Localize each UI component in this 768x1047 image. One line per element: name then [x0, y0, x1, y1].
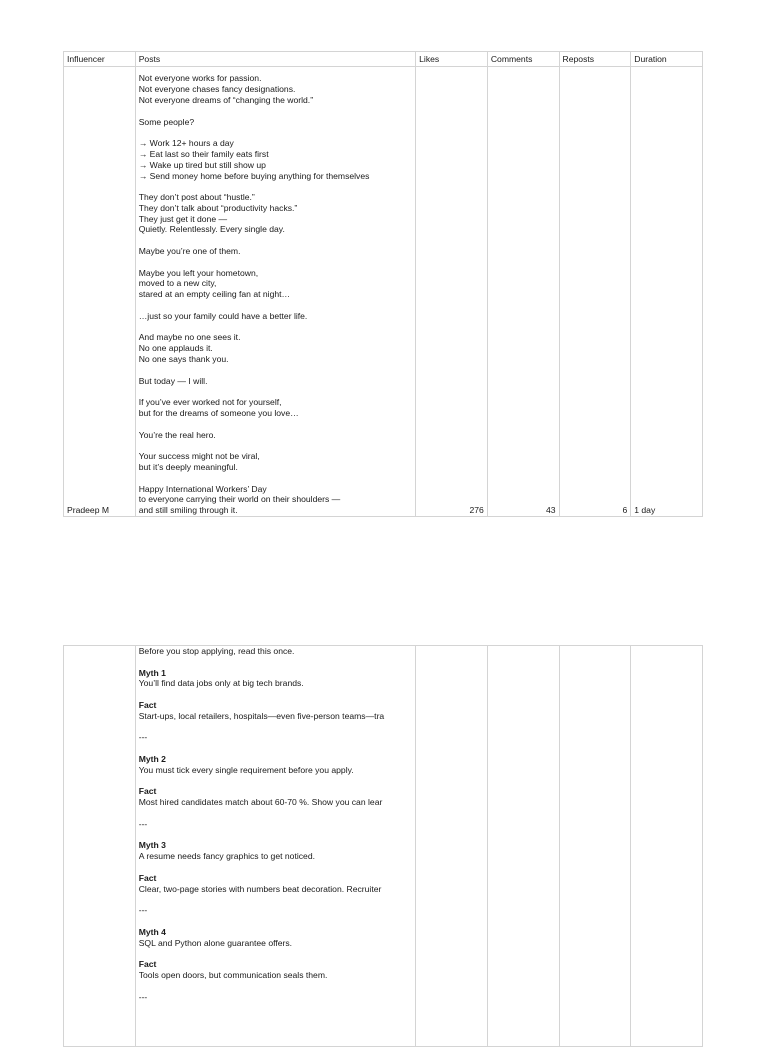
post-cell: Not everyone works for passion. Not everyone chases fancy designations. Not everyone dreams of “changing the world.” Some people? → Work 12+ hours a day → Eat last so their family eats first → Wake up tired but still show up → Send money home before buying anything for themselves They don’t post about “hustle.” They don’t talk about “productivity hacks.” They just get it done — Quietly. Relentlessly. Every single day. Maybe you’re one of them. Maybe you left your hometown, moved to a new city, stared at an empty ceiling fan at night… …just so your family could have a better life. And maybe no one sees it. No one applauds it. No one says thank you. But today — I will. If you’ve ever worked not for yourself, but for the dreams of someone you love… You’re the real hero. Your success might not be viral, but it’s deeply meaningful. Happy International Workers’ Day to everyone carrying their world on their shoulders — and still smiling through it.	[135, 67, 415, 517]
myth-text: SQL and Python alone guarantee offers.	[138, 937, 293, 948]
separator: ---	[138, 818, 148, 829]
separator: ---	[138, 991, 148, 1002]
reposts-cell: 6	[559, 67, 631, 517]
table-row	[64, 646, 703, 1047]
duration-cell: 1 day	[631, 67, 703, 517]
header-likes: Likes	[416, 52, 488, 67]
myth-text: You must tick every single requirement before you apply.	[138, 764, 354, 775]
myth-heading: Myth 4	[138, 926, 166, 937]
myth-heading: Myth 2	[138, 753, 166, 764]
fact-heading: Fact	[138, 786, 157, 797]
comments-cell	[487, 646, 559, 1047]
fact-text: Clear, two-page stories with numbers beat decoration. Recruiter	[138, 883, 382, 894]
myth-text: A resume needs fancy graphics to get noticed.	[138, 851, 315, 862]
influencer-cell: Pradeep M	[64, 67, 136, 517]
header-posts: Posts	[135, 52, 415, 67]
separator: ---	[138, 905, 148, 916]
header-influencer: Influencer	[64, 52, 136, 67]
fact-heading: Fact	[138, 959, 157, 970]
fact-heading: Fact	[138, 699, 157, 710]
table-row	[64, 67, 703, 517]
separator: ---	[138, 732, 148, 743]
likes-cell: 276	[416, 67, 488, 517]
header-duration: Duration	[631, 52, 703, 67]
header-reposts: Reposts	[559, 52, 631, 67]
fact-text: Start-ups, local retailers, hospitals—even five-person teams—tra	[138, 710, 385, 721]
reposts-cell	[559, 646, 631, 1047]
post-intro: Before you stop applying, read this once.	[138, 646, 295, 656]
myth-heading: Myth 3	[138, 840, 166, 851]
myth-heading: Myth 1	[138, 667, 166, 678]
posts-table	[63, 51, 703, 517]
influencer-cell	[64, 646, 136, 1047]
fact-text: Most hired candidates match about 60-70 %. Show you can lear	[138, 797, 383, 808]
duration-cell	[631, 646, 703, 1047]
myth-text: You’ll find data jobs only at big tech brands.	[138, 678, 304, 689]
fact-heading: Fact	[138, 872, 157, 883]
post-cell	[135, 646, 415, 1047]
fact-text: Tools open doors, but communication seals them.	[138, 969, 328, 980]
posts-table-page-2	[63, 645, 703, 1047]
likes-cell	[416, 646, 488, 1047]
comments-cell: 43	[487, 67, 559, 517]
header-comments: Comments	[487, 52, 559, 67]
header-row	[64, 52, 703, 67]
